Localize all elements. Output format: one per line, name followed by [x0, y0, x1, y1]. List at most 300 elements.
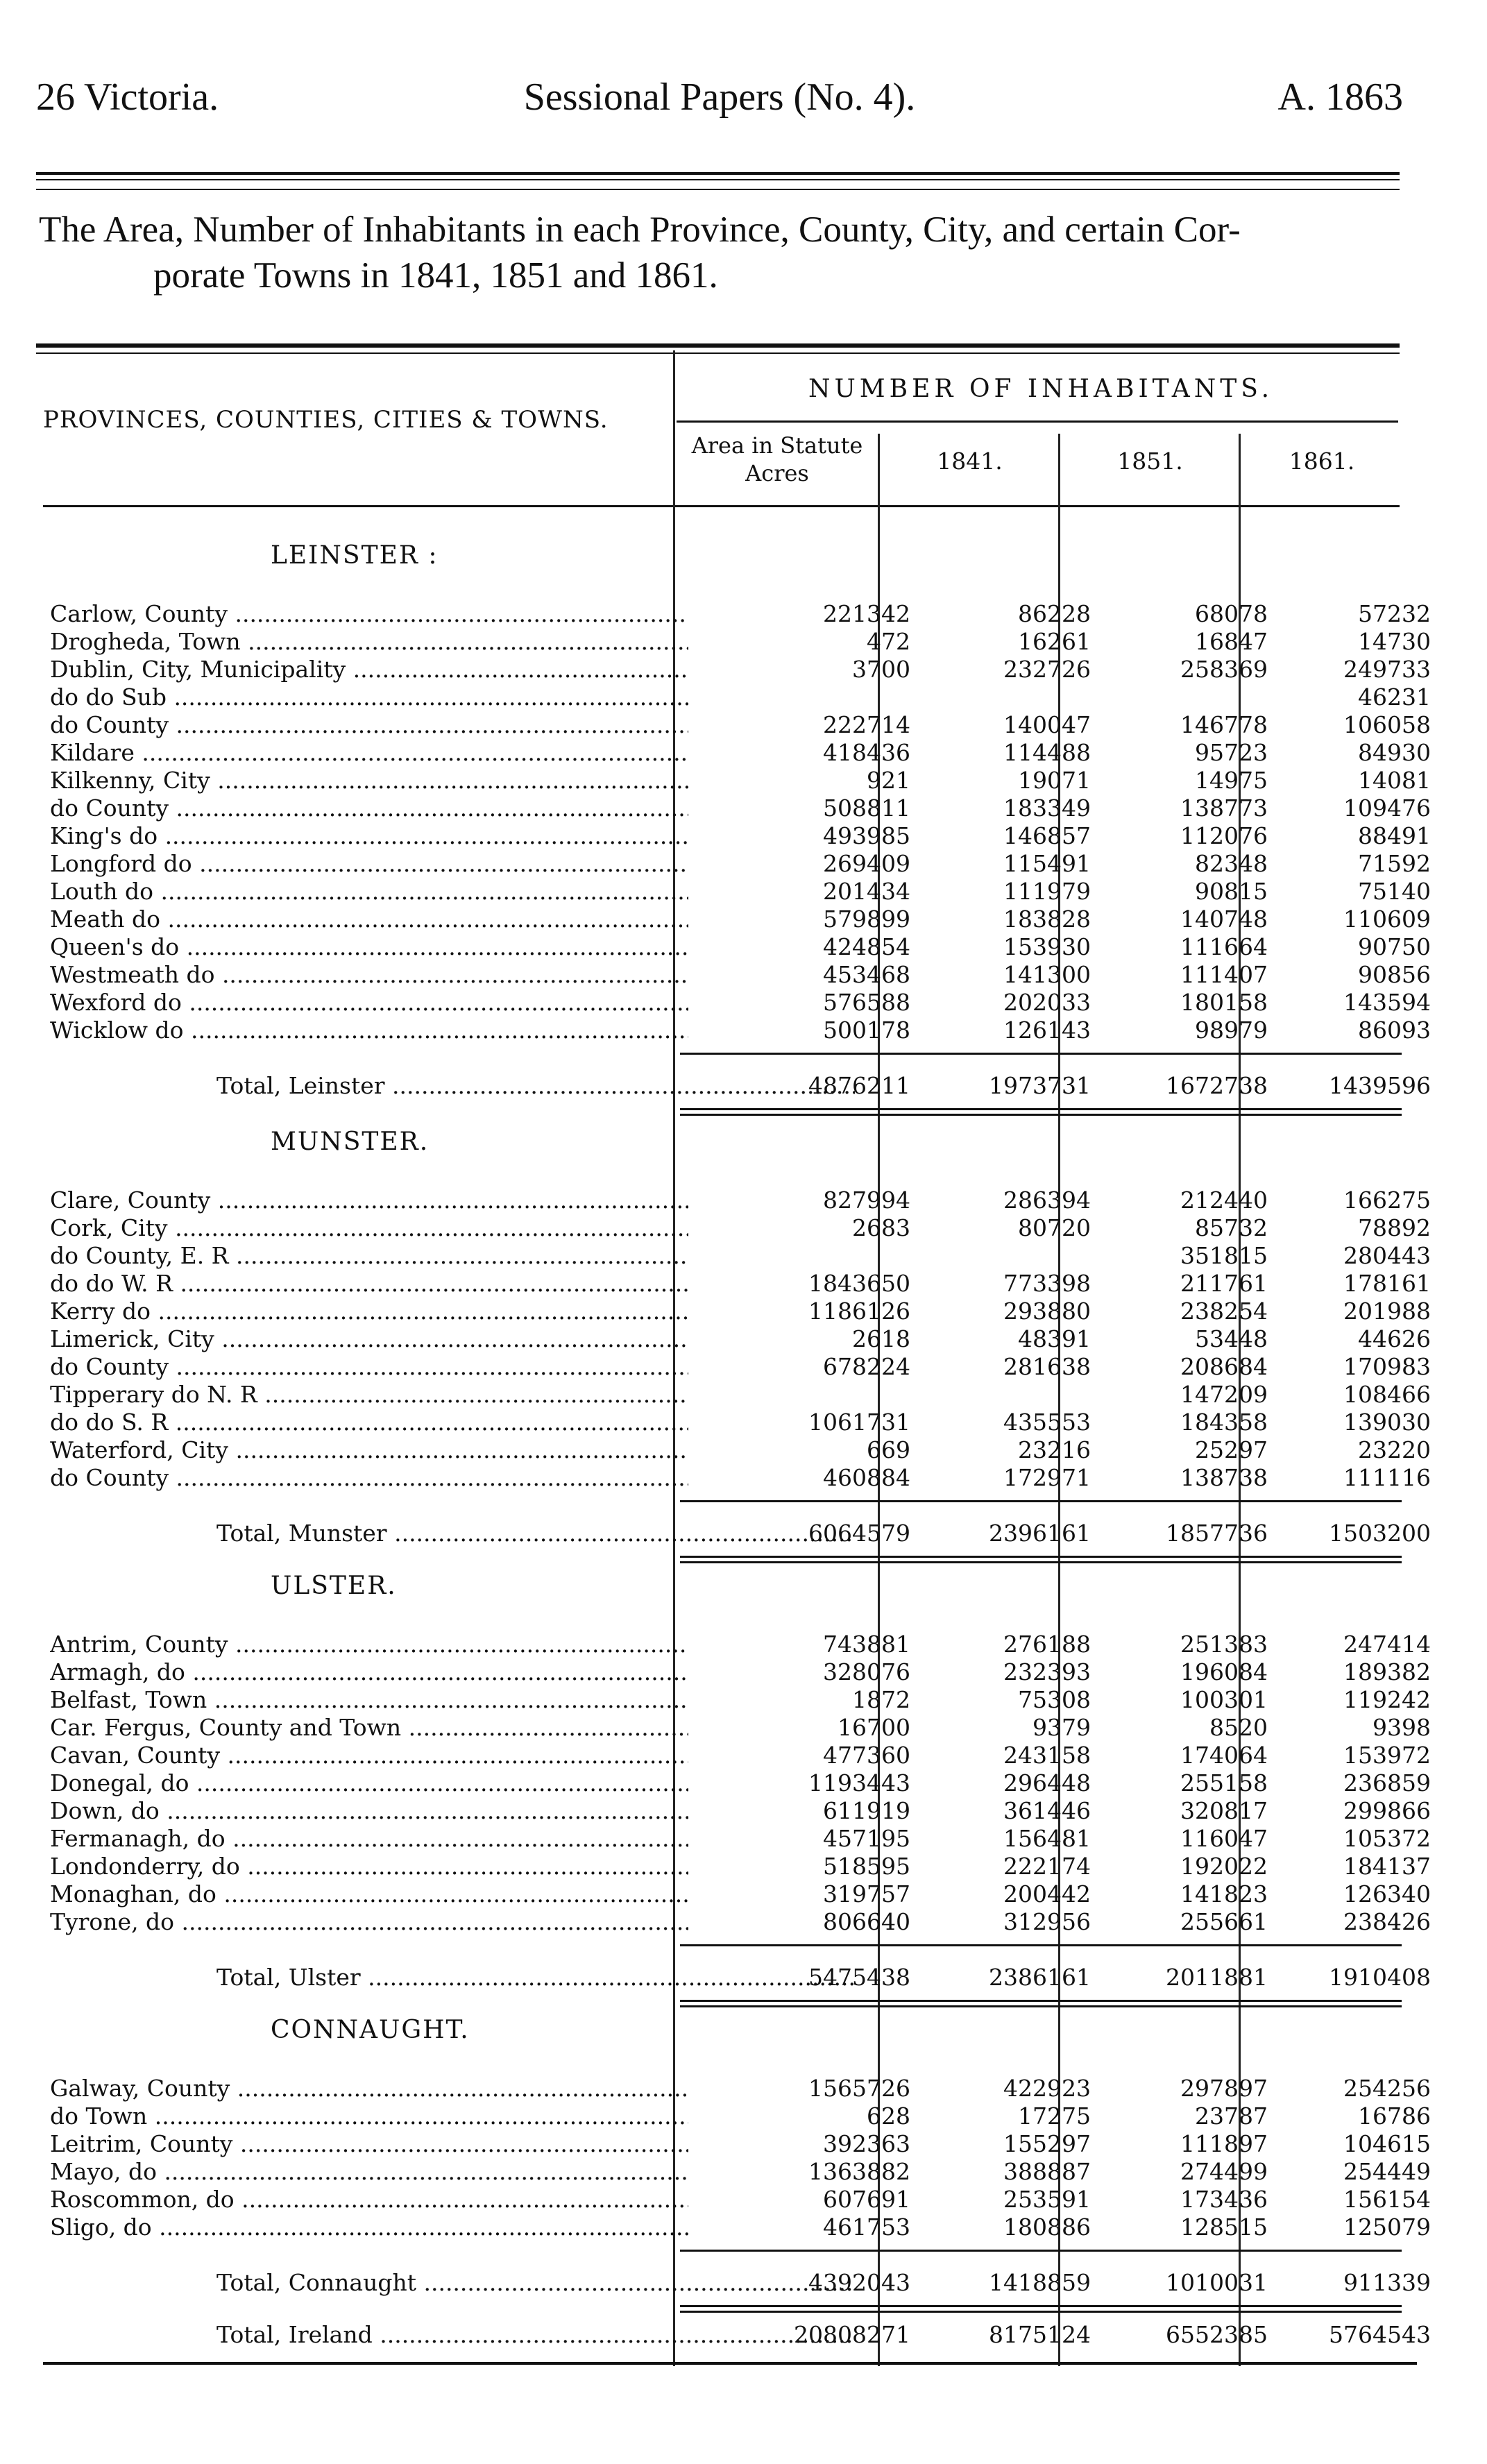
row-name: Leitrim, County ..... [50, 2130, 688, 2158]
row-name: Clare, County ..... [50, 1187, 688, 1214]
cell-p1841: 312956 [1003, 1908, 1091, 1935]
cell-p1841: 75308 [1018, 1686, 1091, 1713]
cell-area: 201434 [823, 878, 910, 905]
cell-p1851: 208684 [1180, 1353, 1268, 1380]
row-name: do do Sub ..... [50, 683, 688, 711]
total-row [43, 2269, 1431, 2297]
cell-p1861: 75140 [1358, 878, 1431, 905]
row-name: Antrim, County ..... [50, 1631, 688, 1658]
year-1861-header: 1861. [1289, 448, 1355, 475]
section-rule [680, 1108, 1402, 1110]
cell-p1851: 85732 [1195, 1214, 1268, 1241]
cell-p1841: 2396161 [989, 1520, 1091, 1547]
cell-area: 2683 [852, 1214, 910, 1241]
table-row [43, 1381, 1431, 1409]
cell-area: 461753 [823, 2214, 910, 2241]
cell-p1861: 14730 [1358, 628, 1431, 655]
table-row [43, 2214, 1431, 2241]
cell-p1861: 5764543 [1329, 2321, 1431, 2348]
cell-p1861: 23220 [1358, 1436, 1431, 1463]
row-name: Wexford do ..... [50, 989, 688, 1017]
table-row [43, 795, 1431, 822]
cell-p1861: 125079 [1343, 2214, 1431, 2241]
cell-p1841: 293880 [1003, 1298, 1091, 1325]
cell-p1861: 46231 [1358, 683, 1431, 711]
cell-p1841: 141300 [1003, 961, 1091, 988]
area-header: Area in Statute Acres [691, 432, 863, 486]
table-row [43, 711, 1431, 739]
row-name: Roscommon, do ..... [50, 2186, 688, 2214]
table-row [43, 1298, 1431, 1325]
header-rule-2 [36, 189, 1400, 190]
row-name: Total, Munster ..... [50, 1520, 855, 1547]
cell-p1861: 109476 [1343, 795, 1431, 822]
table-row [43, 1769, 1431, 1797]
table-row [43, 1658, 1431, 1686]
table-top-rule [36, 343, 1400, 348]
section-rule [680, 1561, 1402, 1563]
row-name: Car. Fergus, County and Town ..... [50, 1714, 688, 1742]
row-name: do do S. R ..... [50, 1409, 688, 1436]
table-row [43, 961, 1431, 989]
cell-p1841: 180886 [1003, 2214, 1091, 2241]
cell-p1851: 14975 [1195, 767, 1268, 794]
table-bottom-rule [43, 2362, 1417, 2365]
section-rule [680, 1114, 1402, 1116]
cell-p1861: 106058 [1343, 711, 1431, 738]
cell-p1851: 23787 [1195, 2102, 1268, 2130]
cell-p1841: 48391 [1018, 1325, 1091, 1352]
cell-p1861: 86093 [1358, 1017, 1431, 1044]
table-row [43, 2075, 1431, 2102]
table-row [43, 1742, 1431, 1769]
cell-area: 418436 [823, 739, 910, 766]
row-name: Louth do ..... [50, 878, 688, 906]
cell-p1861: 105372 [1343, 1825, 1431, 1852]
cell-p1861: 247414 [1343, 1631, 1431, 1658]
cell-p1851: 6552385 [1166, 2321, 1268, 2348]
row-name: Queen's do ..... [50, 933, 688, 961]
title-line-1: The Area, Number of Inhabitants in each Province, County, City, and certain Cor- [39, 210, 1241, 250]
cell-p1841: 388887 [1003, 2158, 1091, 2185]
row-name: do County ..... [50, 795, 688, 822]
row-name: Total, Leinster ..... [50, 1072, 855, 1100]
cell-p1851: 173436 [1180, 2186, 1268, 2213]
table-row [43, 850, 1431, 878]
section-rule [680, 2000, 1402, 2002]
section-rule [680, 1053, 1402, 1055]
cell-area: 6064579 [808, 1520, 910, 1547]
row-name: Sligo, do ..... [50, 2214, 688, 2241]
table-row [43, 1436, 1431, 1464]
cell-p1861: 126340 [1343, 1880, 1431, 1908]
cell-p1851: 95723 [1195, 739, 1268, 766]
cell-p1841: 172971 [1003, 1464, 1091, 1491]
cell-p1841: 253591 [1003, 2186, 1091, 2213]
row-name: Monaghan, do ..... [50, 1880, 688, 1908]
cell-area: 5475438 [808, 1964, 910, 1991]
cell-p1861: 90750 [1358, 933, 1431, 960]
table-row [43, 600, 1431, 628]
cell-area: 500178 [823, 1017, 910, 1044]
cell-p1851: 251383 [1180, 1631, 1268, 1658]
table-row [43, 739, 1431, 767]
cell-p1841: 80720 [1018, 1214, 1091, 1241]
year-1841-header: 1841. [937, 448, 1003, 475]
cell-area: 3700 [852, 656, 910, 683]
year-1851-header: 1851. [1117, 448, 1183, 475]
table-row [43, 2102, 1431, 2130]
row-name: Tipperary do N. R ..... [50, 1381, 688, 1409]
cell-p1841: 286394 [1003, 1187, 1091, 1214]
cell-p1851: 141823 [1180, 1880, 1268, 1908]
cell-p1851: 111664 [1180, 933, 1268, 960]
table-row [43, 2130, 1431, 2158]
row-name: Londonderry, do ..... [50, 1853, 688, 1880]
cell-p1861: 57232 [1358, 600, 1431, 627]
cell-p1851: 68078 [1195, 600, 1268, 627]
cell-p1841: 1973731 [989, 1072, 1091, 1099]
cell-p1861: 153972 [1343, 1742, 1431, 1769]
cell-p1841: 243158 [1003, 1742, 1091, 1769]
table-row [43, 1797, 1431, 1825]
cell-p1841: 183828 [1003, 906, 1091, 933]
cell-p1861: 104615 [1343, 2130, 1431, 2157]
cell-p1861: 143594 [1343, 989, 1431, 1016]
total-row [43, 1520, 1431, 1547]
section-rule [680, 1500, 1402, 1502]
table-row [43, 989, 1431, 1017]
cell-p1861: 236859 [1343, 1769, 1431, 1796]
cell-p1851: 192022 [1180, 1853, 1268, 1880]
cell-area: 1061731 [808, 1409, 910, 1436]
cell-p1851: 258369 [1180, 656, 1268, 683]
cell-p1841: 2386161 [989, 1964, 1091, 1991]
section-rule [680, 1556, 1402, 1558]
header-year: A. 1863 [1277, 76, 1403, 119]
cell-p1851: 138773 [1180, 795, 1268, 822]
cell-p1861: 170983 [1343, 1353, 1431, 1380]
province-heading: ULSTER. [271, 1572, 397, 1600]
table-row [43, 1242, 1431, 1270]
cell-p1841: 773398 [1003, 1270, 1091, 1297]
cell-area: 222714 [823, 711, 910, 738]
row-name: Kerry do ..... [50, 1298, 688, 1325]
row-name: Cavan, County ..... [50, 1742, 688, 1769]
province-heading: CONNAUGHT. [271, 2016, 470, 2044]
table-row [43, 1017, 1431, 1044]
cell-p1841: 232726 [1003, 656, 1091, 683]
cell-p1851: 238254 [1180, 1298, 1268, 1325]
cell-area: 460884 [823, 1464, 910, 1491]
cell-p1861: 88491 [1358, 822, 1431, 849]
cell-p1841: 146857 [1003, 822, 1091, 849]
cell-p1861: 1503200 [1329, 1520, 1431, 1547]
table-row [43, 878, 1431, 906]
table-row [43, 933, 1431, 961]
cell-p1851: 140748 [1180, 906, 1268, 933]
cell-p1861: 178161 [1343, 1270, 1431, 1297]
cell-p1851: 1857736 [1166, 1520, 1268, 1547]
cell-p1861: 14081 [1358, 767, 1431, 794]
section-rule [680, 2311, 1402, 2313]
cell-area: 20808271 [794, 2321, 910, 2348]
row-name: Cork, City ..... [50, 1214, 688, 1242]
cell-area: 806640 [823, 1908, 910, 1935]
group-rule [677, 420, 1398, 423]
page-header [36, 75, 1403, 137]
cell-p1841: 115491 [1003, 850, 1091, 877]
cell-p1841: 86228 [1018, 600, 1091, 627]
cell-p1841: 276188 [1003, 1631, 1091, 1658]
table-row [43, 1270, 1431, 1298]
province-heading: MUNSTER. [271, 1128, 430, 1156]
table-row [43, 1214, 1431, 1242]
cell-area: 328076 [823, 1658, 910, 1685]
table-row [43, 1353, 1431, 1381]
row-name: Galway, County ..... [50, 2075, 688, 2102]
cell-area: 392363 [823, 2130, 910, 2157]
row-name: Fermanagh, do ..... [50, 1825, 688, 1853]
cell-p1851: 1672738 [1166, 1072, 1268, 1099]
row-name: Armagh, do ..... [50, 1658, 688, 1686]
row-name: Waterford, City ..... [50, 1436, 688, 1464]
cell-p1861: 110609 [1343, 906, 1431, 933]
cell-p1861: 1910408 [1329, 1964, 1431, 1991]
cell-p1861: 299866 [1343, 1797, 1431, 1824]
cell-p1861: 9398 [1373, 1714, 1431, 1741]
header-rule-thin [36, 179, 1400, 180]
row-name: King's do ..... [50, 822, 688, 850]
cell-p1851: 212440 [1180, 1187, 1268, 1214]
cell-p1851: 196084 [1180, 1658, 1268, 1685]
cell-area: 4876211 [808, 1072, 910, 1099]
table-row [43, 1908, 1431, 1936]
cell-p1841: 202033 [1003, 989, 1091, 1016]
table-row [43, 1325, 1431, 1353]
cell-p1851: 320817 [1180, 1797, 1268, 1824]
cell-area: 1363882 [808, 2158, 910, 2185]
cell-p1861: 166275 [1343, 1187, 1431, 1214]
cell-p1851: 128515 [1180, 2214, 1268, 2241]
cell-p1851: 25297 [1195, 1436, 1268, 1463]
row-name: Drogheda, Town ..... [50, 628, 688, 656]
cell-area: 1193443 [808, 1769, 910, 1796]
section-rule [680, 2250, 1402, 2252]
table-row [43, 1631, 1431, 1658]
cell-area: 457195 [823, 1825, 910, 1852]
table-row [43, 1880, 1431, 1908]
row-name: Longford do ..... [50, 850, 688, 878]
cell-area: 477360 [823, 1742, 910, 1769]
table-top-rule-thin [36, 352, 1400, 354]
cell-p1851: 111407 [1180, 961, 1268, 988]
cell-area: 743881 [823, 1631, 910, 1658]
cell-p1851: 255661 [1180, 1908, 1268, 1935]
row-name: do County ..... [50, 1464, 688, 1492]
header-rule [36, 172, 1400, 175]
cell-area: 669 [867, 1436, 910, 1463]
cell-p1841: 155297 [1003, 2130, 1091, 2157]
cell-p1861: 119242 [1343, 1686, 1431, 1713]
cell-p1851: 147209 [1180, 1381, 1268, 1408]
cell-p1851: 116047 [1180, 1825, 1268, 1852]
cell-p1841: 19071 [1018, 767, 1091, 794]
cell-p1861: 1439596 [1329, 1072, 1431, 1099]
cell-p1841: 16261 [1018, 628, 1091, 655]
cell-area: 678224 [823, 1353, 910, 1380]
cell-p1861: 78892 [1358, 1214, 1431, 1241]
cell-p1851: 274499 [1180, 2158, 1268, 2185]
cell-p1841: 296448 [1003, 1769, 1091, 1796]
table-row [43, 1853, 1431, 1880]
cell-p1851: 138738 [1180, 1464, 1268, 1491]
row-name: Down, do ..... [50, 1797, 688, 1825]
table-row [43, 656, 1431, 683]
total-row [43, 2321, 1431, 2349]
cell-p1841: 361446 [1003, 1797, 1091, 1824]
cell-area: 921 [867, 767, 910, 794]
cell-p1861: 254449 [1343, 2158, 1431, 2185]
cell-p1861: 911339 [1343, 2269, 1431, 2296]
cell-p1841: 435553 [1003, 1409, 1091, 1436]
cell-p1861: 201988 [1343, 1298, 1431, 1325]
cell-p1841: 281638 [1003, 1353, 1091, 1380]
cell-area: 16700 [838, 1714, 910, 1741]
table-row [43, 1825, 1431, 1853]
cell-area: 611919 [823, 1797, 910, 1824]
cell-p1861: 280443 [1343, 1242, 1431, 1269]
cell-p1851: 180158 [1180, 989, 1268, 1016]
cell-p1851: 146778 [1180, 711, 1268, 738]
cell-area: 1186126 [808, 1298, 910, 1325]
cell-area: 518595 [823, 1853, 910, 1880]
cell-area: 827994 [823, 1187, 910, 1214]
row-name: Tyrone, do ..... [50, 1908, 688, 1936]
cell-p1861: 254256 [1343, 2075, 1431, 2102]
cell-area: 579899 [823, 906, 910, 933]
cell-p1851: 351815 [1180, 1242, 1268, 1269]
section-rule [680, 1944, 1402, 1946]
cell-p1851: 16847 [1195, 628, 1268, 655]
cell-p1851: 174064 [1180, 1742, 1268, 1769]
section-rule [680, 2005, 1402, 2007]
row-name: Total, Ireland ..... [50, 2321, 855, 2349]
section-rule [680, 2305, 1402, 2307]
cell-p1861: 44626 [1358, 1325, 1431, 1352]
cell-p1861: 71592 [1358, 850, 1431, 877]
cell-p1861: 84930 [1358, 739, 1431, 766]
cell-p1851: 211761 [1180, 1270, 1268, 1297]
cell-p1841: 8175124 [989, 2321, 1091, 2348]
province-heading: LEINSTER : [271, 541, 439, 570]
row-name: Wicklow do ..... [50, 1017, 688, 1044]
table-row [43, 822, 1431, 850]
cell-p1861: 108466 [1343, 1381, 1431, 1408]
table-row [43, 767, 1431, 795]
row-name: Dublin, City, Municipality ..... [50, 656, 688, 683]
cell-area: 453468 [823, 961, 910, 988]
cell-p1841: 23216 [1018, 1436, 1091, 1463]
cell-area: 424854 [823, 933, 910, 960]
row-name: do County, E. R ..... [50, 1242, 688, 1270]
cell-p1851: 2011881 [1166, 1964, 1268, 1991]
cell-p1861: 16786 [1358, 2102, 1431, 2130]
row-name: Mayo, do ..... [50, 2158, 688, 2186]
row-name: do Town ..... [50, 2102, 688, 2130]
cell-p1841: 153930 [1003, 933, 1091, 960]
table-row [43, 628, 1431, 656]
row-name: Total, Connaught ..... [50, 2269, 855, 2297]
header-title: Sessional Papers (No. 4). [523, 76, 916, 119]
cell-p1851: 184358 [1180, 1409, 1268, 1436]
cell-p1841: 222174 [1003, 1853, 1091, 1880]
cell-p1861: 238426 [1343, 1908, 1431, 1935]
row-name: Total, Ulster ..... [50, 1964, 855, 1991]
row-name: Carlow, County ..... [50, 600, 688, 628]
cell-area: 628 [867, 2102, 910, 2130]
table-row [43, 683, 1431, 711]
table-row [43, 2186, 1431, 2214]
cell-p1841: 200442 [1003, 1880, 1091, 1908]
cell-area: 319757 [823, 1880, 910, 1908]
cell-area: 1565726 [808, 2075, 910, 2102]
cell-area: 269409 [823, 850, 910, 877]
table-row [43, 1714, 1431, 1742]
row-name: Kildare ..... [50, 739, 688, 767]
cell-p1861: 184137 [1343, 1853, 1431, 1880]
table-row [43, 1464, 1431, 1492]
cell-p1851: 111897 [1180, 2130, 1268, 2157]
cell-p1851: 53448 [1195, 1325, 1268, 1352]
cell-area: 1843650 [808, 1270, 910, 1297]
cell-p1861: 156154 [1343, 2186, 1431, 2213]
group-header: NUMBER OF INHABITANTS. [808, 375, 1274, 403]
cell-p1841: 156481 [1003, 1825, 1091, 1852]
row-name: Kilkenny, City ..... [50, 767, 688, 795]
cell-p1851: 98979 [1195, 1017, 1268, 1044]
cell-area: 2618 [852, 1325, 910, 1352]
cell-p1861: 90856 [1358, 961, 1431, 988]
total-row [43, 1964, 1431, 1991]
header-session: 26 Victoria. [36, 76, 219, 119]
cell-p1841: 9379 [1033, 1714, 1091, 1741]
row-name: do County ..... [50, 1353, 688, 1381]
cell-p1851: 90815 [1195, 878, 1268, 905]
cell-p1851: 8520 [1209, 1714, 1268, 1741]
cell-p1851: 255158 [1180, 1769, 1268, 1796]
row-name: Limerick, City ..... [50, 1325, 688, 1353]
cell-area: 508811 [823, 795, 910, 822]
cell-p1841: 140047 [1003, 711, 1091, 738]
total-row [43, 1072, 1431, 1100]
row-name: Westmeath do ..... [50, 961, 688, 989]
header-bottom-rule [43, 505, 1400, 507]
cell-area: 576588 [823, 989, 910, 1016]
table-row [43, 2158, 1431, 2186]
table-row [43, 1409, 1431, 1436]
cell-area: 607691 [823, 2186, 910, 2213]
row-name: Meath do ..... [50, 906, 688, 933]
page-title [39, 207, 1399, 298]
cell-area: 493985 [823, 822, 910, 849]
cell-area: 1872 [852, 1686, 910, 1713]
row-name: Donegal, do ..... [50, 1769, 688, 1797]
cell-p1861: 139030 [1343, 1409, 1431, 1436]
cell-p1861: 189382 [1343, 1658, 1431, 1685]
cell-p1851: 112076 [1180, 822, 1268, 849]
cell-area: 221342 [823, 600, 910, 627]
